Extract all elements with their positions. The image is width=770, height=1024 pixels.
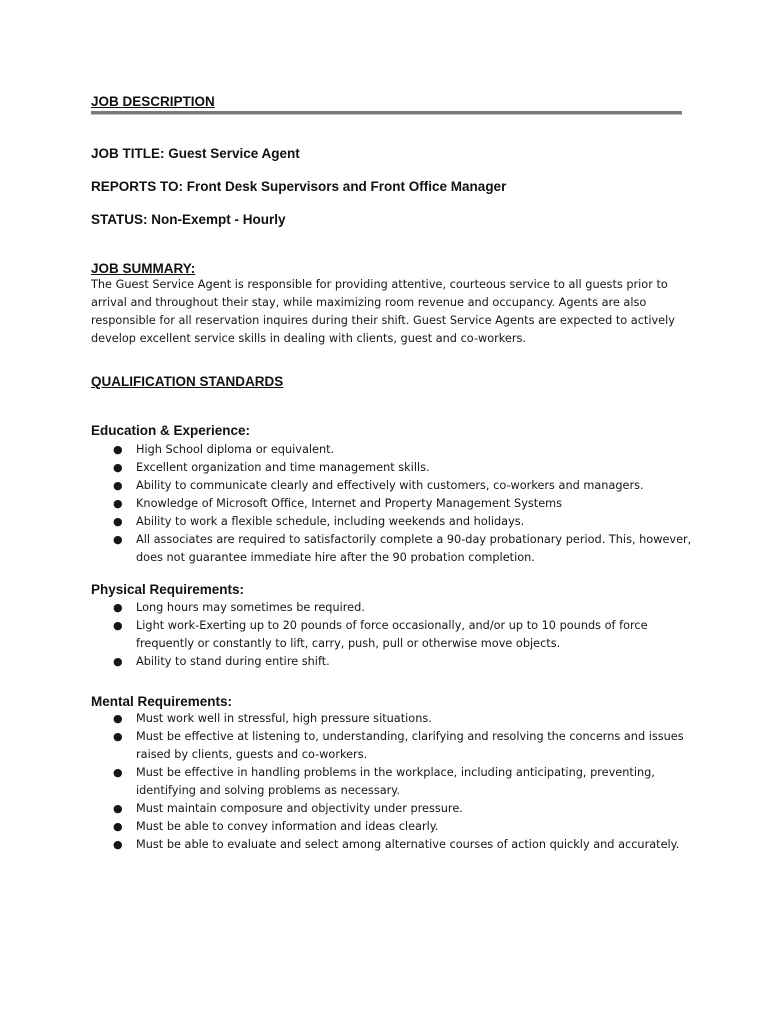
bullet-icon: ● — [113, 766, 123, 779]
qualification-standards-heading: QUALIFICATION STANDARDS — [91, 374, 284, 389]
reports-to-field: REPORTS TO: Front Desk Supervisors and Front Office Manager — [91, 179, 507, 194]
bullet-icon: ● — [113, 820, 123, 833]
list-item: ● Excellent organization and time management skills. — [113, 459, 693, 477]
bullet-icon: ● — [113, 601, 123, 614]
list-item: ● Must work well in stressful, high pressure situations. — [113, 710, 693, 728]
bullet-icon: ● — [113, 730, 123, 743]
bullet-icon: ● — [113, 619, 123, 632]
education-experience-list — [113, 441, 693, 567]
document-title: JOB DESCRIPTION — [91, 94, 215, 109]
bullet-icon: ● — [113, 515, 123, 528]
list-item: ● Light work-Exerting up to 20 pounds of force occasionally, and/or up to 10 pounds of force frequently or constantly to lift, carry, push, pull or otherwise move objects. — [113, 619, 648, 650]
mental-requirements-heading: Mental Requirements: — [91, 694, 233, 709]
physical-requirements-list — [113, 599, 693, 671]
bullet-icon: ● — [113, 497, 123, 510]
job-summary-heading: JOB SUMMARY: — [91, 261, 196, 276]
bullet-icon: ● — [113, 443, 123, 456]
title-divider — [91, 111, 682, 115]
education-experience-heading: Education & Experience: — [91, 423, 251, 438]
job-title-field: JOB TITLE: Guest Service Agent — [91, 146, 300, 161]
list-item: ● All associates are required to satisfactorily complete a 90-day probationary period. This, however, does not guarantee immediate hire after the 90 probation completion. — [113, 533, 692, 564]
list-item: ● Must be able to evaluate and select among alternative courses of action quickly and accurately. — [113, 836, 693, 854]
list-item: ● Must maintain composure and objectivity under pressure. — [113, 800, 693, 818]
bullet-icon: ● — [113, 838, 123, 851]
list-item: ● Must be able to convey information and ideas clearly. — [113, 818, 693, 836]
list-item: ● Ability to communicate clearly and effectively with customers, co-workers and managers. — [113, 477, 693, 495]
bullet-icon: ● — [113, 461, 123, 474]
bullet-icon: ● — [113, 533, 123, 546]
job-summary-text: The Guest Service Agent is responsible for providing attentive, courteous service to all guests prior to arrival and throughout their stay, while maximizing room revenue and occupancy. Agents are also responsible for all reservation inquires during their shift. Guest Service Agents are expected to actively develop excellent service skills in dealing with clients, guest and co-workers. — [91, 278, 675, 345]
mental-requirements-list — [113, 710, 693, 854]
list-item: ● Must be effective at listening to, understanding, clarifying and resolving the concerns and issues raised by clients, guests and co-workers. — [113, 730, 684, 761]
bullet-icon: ● — [113, 655, 123, 668]
list-item: ● High School diploma or equivalent. — [113, 441, 693, 459]
bullet-icon: ● — [113, 802, 123, 815]
list-item: ● Must be effective in handling problems in the workplace, including anticipating, preventing, identifying and solving problems as necessary. — [113, 766, 655, 797]
status-field: STATUS: Non-Exempt - Hourly — [91, 212, 286, 227]
list-item: ● Knowledge of Microsoft Office, Internet and Property Management Systems — [113, 495, 693, 513]
list-item: ● Ability to stand during entire shift. — [113, 653, 693, 671]
bullet-icon: ● — [113, 712, 123, 725]
list-item: ● Long hours may sometimes be required. — [113, 599, 693, 617]
physical-requirements-heading: Physical Requirements: — [91, 582, 245, 597]
bullet-icon: ● — [113, 479, 123, 492]
list-item: ● Ability to work a flexible schedule, including weekends and holidays. — [113, 513, 693, 531]
